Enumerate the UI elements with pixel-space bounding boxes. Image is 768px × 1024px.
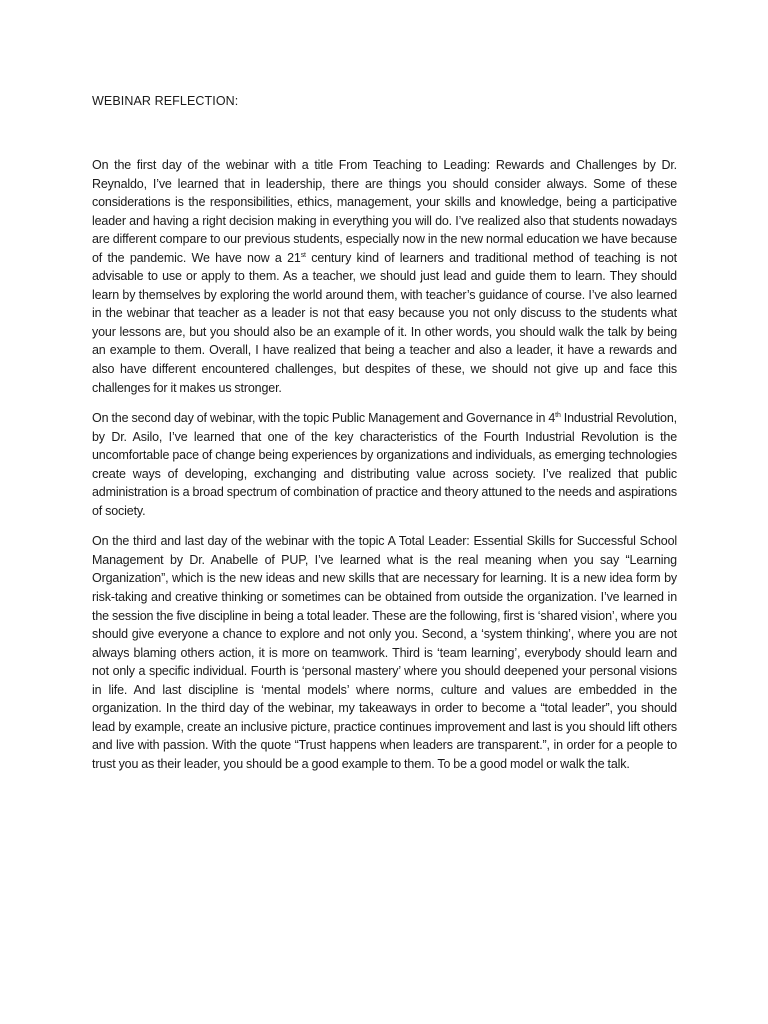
paragraph-day-three xyxy=(92,532,677,773)
paragraph-text: On the second day of webinar, with the topic Public Management and Governance in 4 xyxy=(92,411,556,426)
paragraph-day-one xyxy=(92,156,677,397)
paragraph-text: On the first day of the webinar with a title From Teaching to Leading: Rewards and Challenges by Dr. Reynaldo, I’ve learned that in leadership, there are things you should consider always. Some of these considerations is the responsibilities, ethics, management, your skills and knowledge, being a participative leader and having a right decision making in everything you will do. I’ve realized also that students nowadays are different compare to our previous students, especially now in the new normal education we have because of the pandemic. We have now a 21 xyxy=(92,158,677,265)
paragraph-text: On the third and last day of the webinar with the topic A Total Leader: Essential Skills for Successful School Management by Dr. Anabelle of PUP, I’ve learned what is the real meaning when you say “Learning Organization”, which is the new ideas and new skills that are necessary for learning. It is a new idea form by risk-taking and creative thinking or sometimes can be obtained from outside the organization. I’ve learned in the session the five discipline in being a total leader. These are the following, first is ‘shared vision’, where you should give everyone a chance to explore and not only you. Second, a ‘system thinking’, where you are not always blaming others action, it is more on teamwork. Third is ‘team learning’, everybody should learn and not only a specific individual. Fourth is ‘personal mastery’ where you should deepened your personal visions in life. And last discipline is ‘mental models’ where norms, culture and values are embedded in the organization. In the third day of the webinar, my takeaways in order to become a “total leader”, you should lead by example, create an inclusive picture, practice continues improvement and last is you should lift others and live with passion. With the quote “Trust happens when leaders are transparent.”, in order for a people to trust you as their leader, you should be a good example to them. To be a good model or walk the talk. xyxy=(92,534,677,771)
paragraph-day-two xyxy=(92,409,677,520)
paragraph-text: Industrial Revolution, by Dr. Asilo, I’ve learned that one of the key characteristics of the Fourth Industrial Revolution is the uncomfortable pace of change being experiences by organizations and individuals, as emerging technologies create ways of developing, exchanging and distributing value across society. I’ve realized that public administration is a broad spectrum of combination of practice and theory attuned to the needs and aspirations of society. xyxy=(92,411,677,518)
paragraph-text: century kind of learners and traditional method of teaching is not advisable to use or apply to them. As a teacher, we should just lead and guide them to learn. They should learn by themselves by exploring the world around them, with teacher’s guidance of course. I’ve also learned in the webinar that teacher as a leader is not that easy because you not only discuss to the students what your lessons are, but you should also be an example of it. In other words, you should walk the talk by being an example to them. Overall, I have realized that being a teacher and also a leader, it have a rewards and also have different encountered challenges, but despites of these, we should not give up and face this challenges for it makes us stronger. xyxy=(92,250,678,395)
document-title: WEBINAR REFLECTION: xyxy=(92,94,239,108)
ordinal-suffix: st xyxy=(300,251,306,259)
document-body xyxy=(92,156,677,786)
ordinal-suffix: th xyxy=(555,411,561,419)
